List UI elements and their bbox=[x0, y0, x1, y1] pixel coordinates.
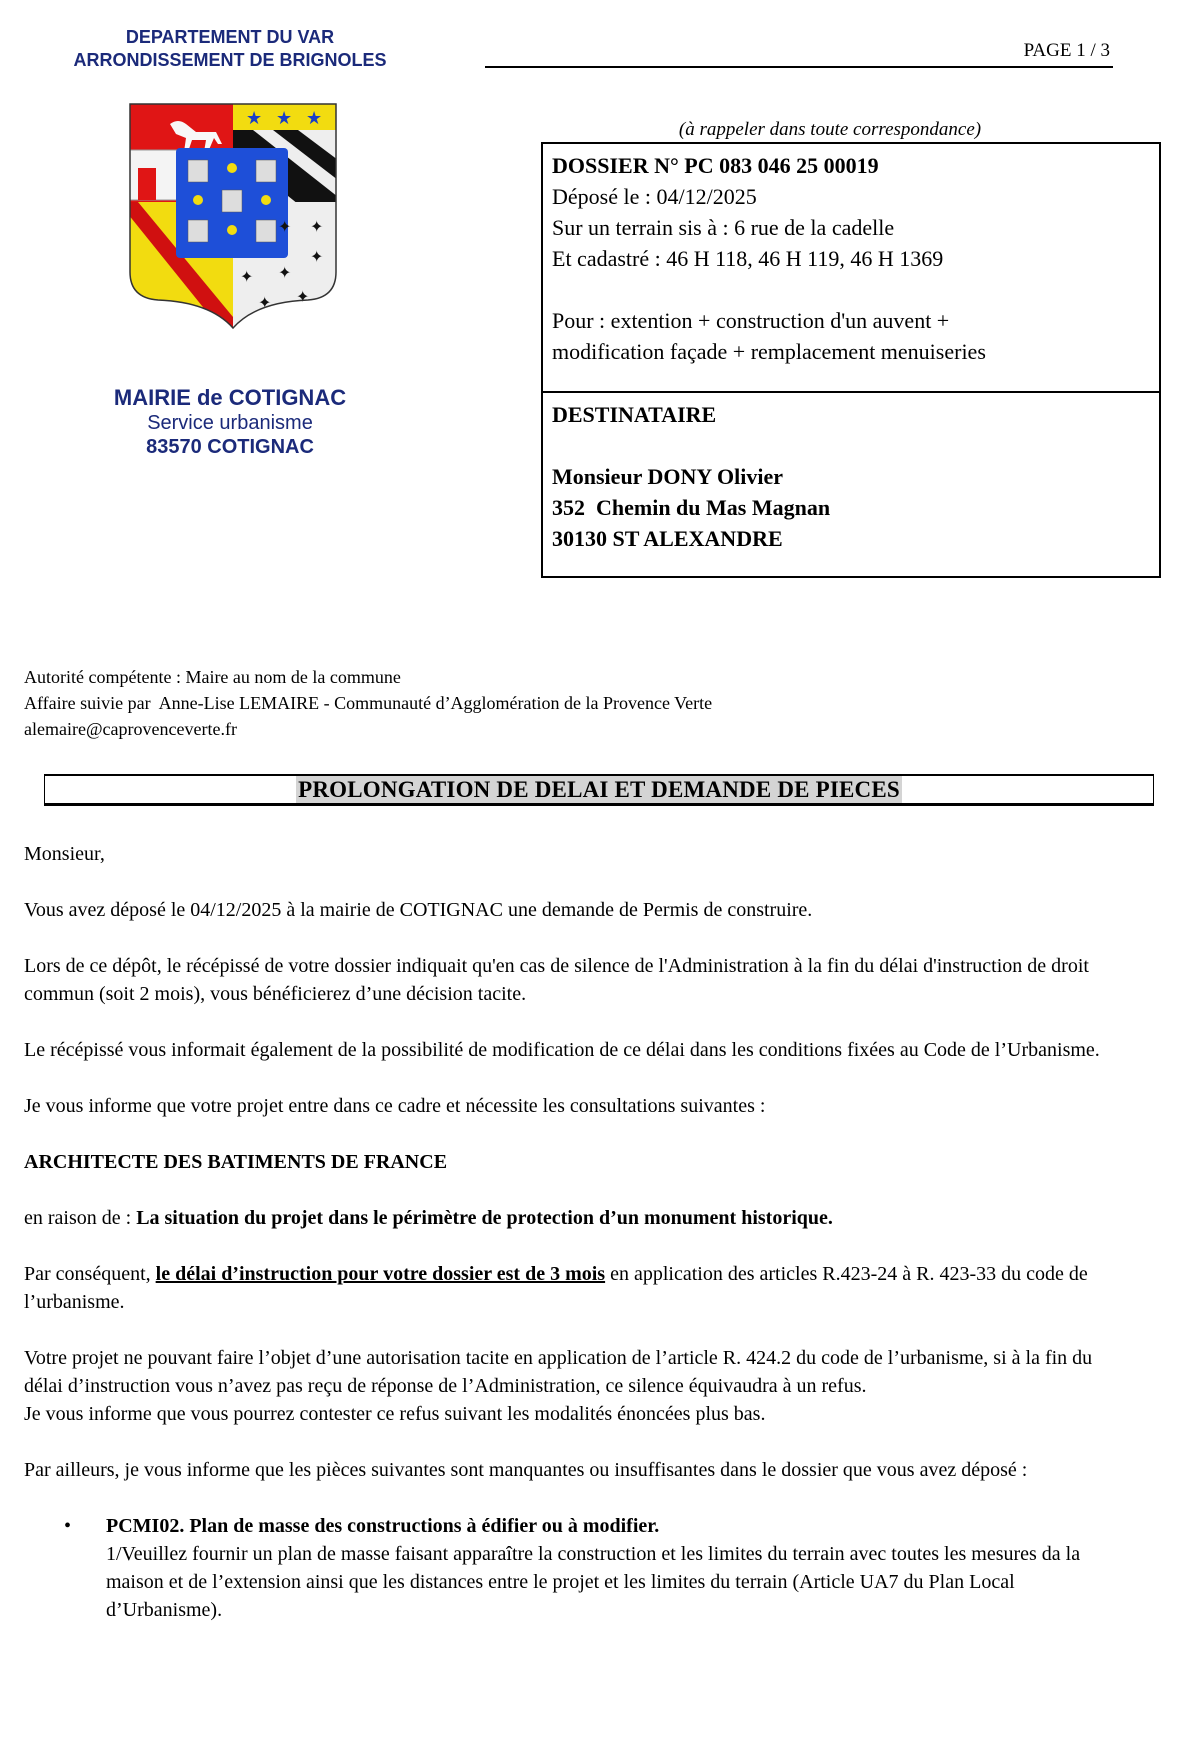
svg-text:✦: ✦ bbox=[258, 295, 272, 312]
paragraph-consultations: Je vous informe que votre projet entre dans ce cadre et nécessite les consultations suivantes : bbox=[24, 1095, 766, 1117]
paragraph-tacit-refusal: Votre projet ne pouvant faire l’objet d’une autorisation tacite en application de l’article R. 424.2 du code de l’urbanisme, si à la fin du délai d’instruction vous n’avez pas reçu de réponse de l’Administration, ce silence équivaudra à un refus. bbox=[24, 1347, 1093, 1397]
mairie-name: MAIRIE de COTIGNAC bbox=[113, 385, 347, 410]
reason-prefix: en raison de : bbox=[24, 1207, 137, 1229]
dossier-cadastre: Et cadastré : 46 H 118, 46 H 119, 46 H 1369 bbox=[552, 246, 944, 271]
header-rule bbox=[485, 66, 1113, 68]
mairie-service: Service urbanisme bbox=[147, 412, 313, 434]
document-title: PROLONGATION DE DELAI ET DEMANDE DE PIECES bbox=[298, 777, 900, 802]
case-metadata bbox=[24, 664, 712, 742]
paragraph-instruction-delay bbox=[24, 1260, 1114, 1316]
recipient-name: Monsieur DONY Olivier bbox=[552, 464, 783, 489]
handled-by: Affaire suivie par Anne-Lise LEMAIRE - Communauté d’Agglomération de la Provence Verte bbox=[24, 693, 713, 713]
recipient-city: 30130 ST ALEXANDRE bbox=[552, 526, 783, 551]
dossier-filed-date: Déposé le : 04/12/2025 bbox=[552, 184, 757, 209]
mairie-block bbox=[60, 385, 400, 459]
svg-text:✦: ✦ bbox=[278, 265, 292, 282]
department-name: DEPARTEMENT DU VAR bbox=[125, 27, 335, 47]
dossier-purpose-line2: modification façade + remplacement menuiseries bbox=[552, 339, 986, 364]
missing-piece-title: PCMI02. Plan de masse des constructions à édifier ou à modifier. bbox=[106, 1515, 660, 1537]
consultation-reason bbox=[24, 1204, 1114, 1232]
paragraph-delay-modification: Le récépissé vous informait également de la possibilité de modification de ce délai dans les conditions fixées au Code de l’Urbanisme. bbox=[24, 1039, 1100, 1061]
department-header bbox=[40, 26, 420, 72]
mairie-city: 83570 COTIGNAC bbox=[146, 436, 314, 458]
svg-text:★: ★ bbox=[306, 108, 323, 128]
page-number: PAGE 1 / 3 bbox=[1023, 40, 1110, 61]
bullet-icon: • bbox=[64, 1515, 72, 1537]
delay-highlight: le délai d’instruction pour votre dossier est de 3 mois bbox=[155, 1263, 606, 1285]
recipient-label: DESTINATAIRE bbox=[552, 402, 717, 427]
svg-text:★: ★ bbox=[276, 108, 293, 128]
recipient-street: 352 Chemin du Mas Magnan bbox=[552, 495, 831, 520]
delay-prefix: Par conséquent, bbox=[24, 1263, 156, 1285]
contact-email[interactable]: alemaire@caprovenceverte.fr bbox=[24, 719, 237, 739]
paragraph-receipt: Lors de ce dépôt, le récépissé de votre dossier indiquait qu'en cas de silence de l'Administration à la fin du délai d'instruction de droit commun (soit 2 mois), vous bénéficierez d’une décision tacite. bbox=[24, 955, 1089, 1005]
letter-body bbox=[24, 840, 1114, 1624]
svg-text:✦: ✦ bbox=[240, 269, 254, 286]
document-title-bar bbox=[44, 774, 1154, 806]
coat-of-arms-icon bbox=[128, 102, 338, 330]
reason-text: La situation du projet dans le périmètre de protection d’un monument historique. bbox=[136, 1207, 833, 1229]
missing-piece-item bbox=[24, 1512, 1114, 1624]
reference-reminder: (à rappeler dans toute correspondance) bbox=[678, 119, 982, 140]
arrondissement-name: ARRONDISSEMENT DE BRIGNOLES bbox=[73, 50, 387, 70]
coat-of-arms-logo bbox=[128, 102, 338, 330]
dossier-purpose-line1: Pour : extention + construction d'un auvent + bbox=[552, 308, 950, 333]
dossier-site: Sur un terrain sis à : 6 rue de la cadelle bbox=[552, 215, 895, 240]
missing-piece-detail: 1/Veuillez fournir un plan de masse faisant apparaître la construction et les limites du terrain avec toutes les mesures da la maison et de l’extension ainsi que les distances entre le projet et les limites du terrain (Article UA7 du Plan Local d’Urbanisme). bbox=[106, 1543, 1081, 1621]
salutation: Monsieur, bbox=[24, 843, 105, 865]
delay-suffix: en application des articles R.423-24 à R. 423-33 du code de l’urbanisme. bbox=[24, 1263, 1088, 1313]
paragraph-missing-pieces: Par ailleurs, je vous informe que les pièces suivantes sont manquantes ou insuffisantes dans le dossier que vous avez déposé : bbox=[24, 1459, 1028, 1481]
dossier-number: DOSSIER N° PC 083 046 25 00019 bbox=[552, 153, 879, 178]
paragraph-filing: Vous avez déposé le 04/12/2025 à la mairie de COTIGNAC une demande de Permis de construire. bbox=[24, 899, 813, 921]
recipient-details bbox=[543, 393, 1168, 554]
paragraph-contest: Je vous informe que vous pourrez contester ce refus suivant les modalités énoncées plus bas. bbox=[24, 1403, 766, 1425]
dossier-box bbox=[541, 142, 1161, 578]
svg-text:✦: ✦ bbox=[296, 289, 310, 306]
svg-text:✦: ✦ bbox=[278, 219, 292, 236]
svg-text:✦: ✦ bbox=[310, 249, 324, 266]
svg-text:✦: ✦ bbox=[310, 219, 324, 236]
competent-authority: Autorité compétente : Maire au nom de la commune bbox=[24, 667, 401, 687]
consultation-abf: ARCHITECTE DES BATIMENTS DE FRANCE bbox=[24, 1151, 448, 1173]
svg-text:★: ★ bbox=[246, 108, 263, 128]
dossier-details bbox=[543, 144, 1159, 393]
